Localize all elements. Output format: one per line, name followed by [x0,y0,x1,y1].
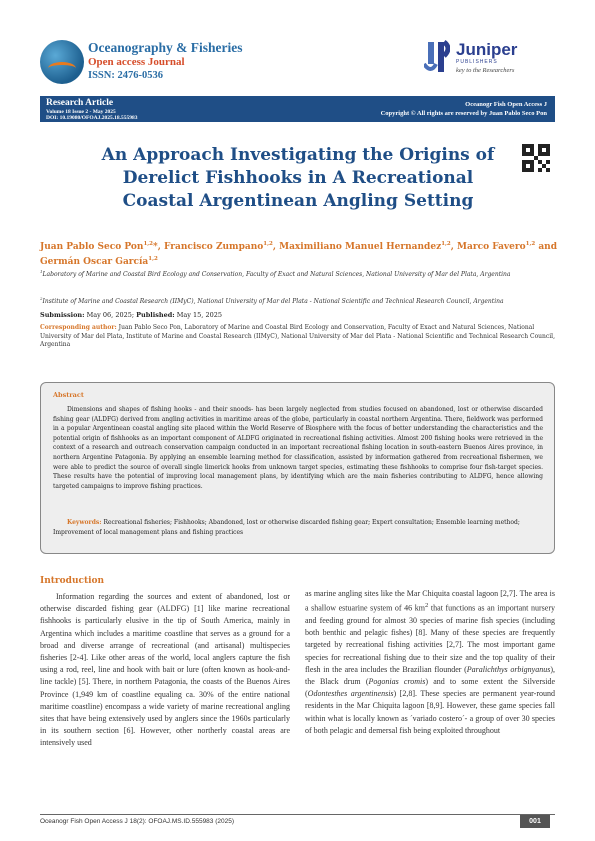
author-name[interactable]: Juan Pablo Seco Pon [40,242,144,252]
affiliation-text: Institute of Marine and Coastal Research (IIMyC), National University of Mar del Plata - National Scientific and Technical Research Council, Argentina [42,298,504,305]
text-span: ), the Black drum ( [305,664,555,687]
text-span: ) [2,8]. These species are permanent year-round residents in the Mar Chiquita lagoon [8,9]. However, these game species fall within what is locally known as ´variado costero´- a group of over 30 species of both pelagic and demersal fish being exploited throughout [305,689,555,735]
article-rights [381,100,547,118]
text-span: that functions as an important nursery and feeding ground for almost 30 species of marine fish species (including both benthic and pelagic fishes) [8]. Many of these species are frequently targeted by recreational fishing activities [2,7]. The most important game species for recreational fishing due to their size and the top quality of their flesh in the area includes the Brazilian flounder ( [305,603,555,674]
published-label: Published: [136,311,175,319]
submission-date: May 06, 2025; [86,311,135,319]
article-meta [46,98,138,121]
article-volume: Volume 18 Issue 2 - May 2025 [46,109,116,115]
journal-short-name: Oceanogr Fish Open Access J [465,101,547,108]
corresponding-label: Corresponding author: [40,324,117,331]
abstract-box [40,382,555,554]
published-date: May 15, 2025 [176,311,222,319]
author-name[interactable]: Maximiliano Manuel Hernandez [279,242,442,252]
corresponding-author [40,324,555,350]
publisher-name: Juniper [456,40,518,59]
publisher-sub: PUBLISHERS [456,59,498,65]
keywords-text: Recreational fisheries; Fishhooks; Abandoned, lost or otherwise discarded fishing gear; Expert consultation; Ensemble learning method; Improvement of local management plans and fishing practices [53,519,520,536]
affiliation-text: Laboratory of Marine and Coastal Bird Ecology and Conservation, Faculty of Exact and Natural Sciences, National University of Mar del Plata, Argentina [42,271,511,278]
species-name: Pogonias cromis [368,677,426,687]
affiliation-1 [40,268,555,279]
journal-name: Oceanography & Fisheries [88,40,243,55]
keywords-label: Keywords: [67,519,102,526]
article-header-bar [40,96,555,122]
abstract-text: Dimensions and shapes of fishing hooks - and their snoods- has been largely neglected from studies focused on abandoned, lost or otherwise discarded fishing gear (ALDFG) derived from angling activities in maritime areas of the globe, particularly in coastal northern Argentina. There, fieldwork was performed in a popular Argentinean coastal angling site placed within the World Reserve of Biosphere with the focus of better understanding the characteristics and the potential origin of fishhooks as an important component of ALDFG originated in recreational fishing activities. Almost 200 fishing hooks were retrieved in the context of a research and outreach conservation campaign conducted in an important recreational fishing location in south-eastern Buenos Aires province, in northern Argentine Patagonia. By applying an ensemble learning method for classification, assisted by information gathered from recreational fishermen, we were able to predict the source of overall single limerick hooks from unknown target species, estimating these fishhooks to comprise four fish-target species. These results have the potential of improving local management plans, by identifying which are the main fisheries contributing to ALDFG, hence allowing targeted campaigns to improve fishing practices. [53,406,543,490]
author-affiliation-mark: 1,2 [441,241,451,247]
text-span: ) and to some extent the Silverside ( [305,677,556,699]
journal-issn: ISSN: 2476-0536 [88,70,163,81]
footer-divider [40,814,555,815]
affiliation-2 [40,295,555,306]
species-name: Odontesthes argentinensis [307,689,394,699]
author-name[interactable]: Marco Favero [457,242,526,252]
affiliation-mark: 2 [40,296,43,301]
page-number: 001 [520,815,550,828]
intro-column-right [305,588,555,737]
species-name: Paralichthys orbignyanus [466,664,551,674]
author-affiliation-mark: 1,2 [525,241,536,247]
keywords [53,518,543,537]
journal-logo-icon [40,40,84,84]
journal-subtitle: Open access Journal [88,56,185,68]
author-affiliation-mark: 1,2 [143,241,154,247]
affiliation-mark: 1 [40,269,43,274]
publisher-tagline: key to the Researchers [456,67,515,74]
footer-citation: Oceanogr Fish Open Access J 18(2): OFOAJ.MS.ID.555983 (2025) [40,818,235,825]
corresponding-text: Juan Pablo Seco Pon, Laboratory of Marine and Coastal Bird Ecology and Conservation, Faculty of Exact and Natural Sciences, National University of Mar del Plata, Institute of Marine and Coastal Research (IIMyC), National University of Mar del Plata - National Scientific and Technical Research Council, Argentina [40,324,556,348]
author-affiliation-mark: 1,2 [263,241,273,247]
article-type: Research Article [46,98,114,108]
journal-logo [40,38,260,90]
publisher-logo [424,40,564,82]
section-heading: Introduction [40,576,105,586]
article-title: An Approach Investigating the Origins of Derelict Fishhooks in A Recreational Coastal Argentinean Angling Setting [101,145,495,211]
intro-column-left: Information regarding the sources and extent of abandoned, lost or otherwise discarded fishing gear (ALDFG) [1] like marine recreational fishhooks is particularly elusive in the tip of South America, mainly in Argentina which includes a maritime coastline that serves as a ground for a broad and diverse arrange of recreational (and artisanal) multispecies fisheries [2-4]. Like other areas of the world, local anglers capture the fish using a rod, reel, line and hook with bait or lure (often known as hook-and-line tackle) [5]. There, in northern Patagonia, the coasts of the Buenos Aires Province (1,949 km of coastline equaling ca. 30% of the entire national maritime coastline) encompass a wide variety of marine recreational angling sites that have being extensively used by anglers since the 1960s particularly in its southern section [6]. However, other northerly coastal areas are intensively used [40,592,290,748]
publisher-logo-icon [424,40,450,76]
author-affiliation-mark: 1,2 [148,256,158,262]
text-span: as marine angling sites like the Mar Chiquita coastal lagoon [2,7]. The area is a shallow estuarine system of 46 km [305,589,555,613]
superscript: 2 [425,602,429,610]
copyright-notice: Copyright © All rights are reserved by Juan Pablo Seco Pon [380,110,547,117]
abstract-heading: Abstract [53,391,84,399]
qr-code-icon [522,144,550,172]
article-doi[interactable]: DOI: 10.19080/OFOAJ.2025.18.555983 [46,115,138,121]
submission-label: Submission: [40,311,85,319]
author-list: Juan Pablo Seco Pon$^{1,2}$*, Francisco Zumpano$^{1,2}$, Maximiliano Manuel Hernandez$^{1,2}$, Marco Favero$^{1,2}$ and Germán Oscar García$^{1,2}$ [40,241,558,267]
author-name[interactable]: Germán Oscar García [40,257,149,267]
author-name[interactable]: Francisco Zumpano [164,242,264,252]
corresponding-mark: * [153,242,158,252]
article-dates [40,311,222,319]
